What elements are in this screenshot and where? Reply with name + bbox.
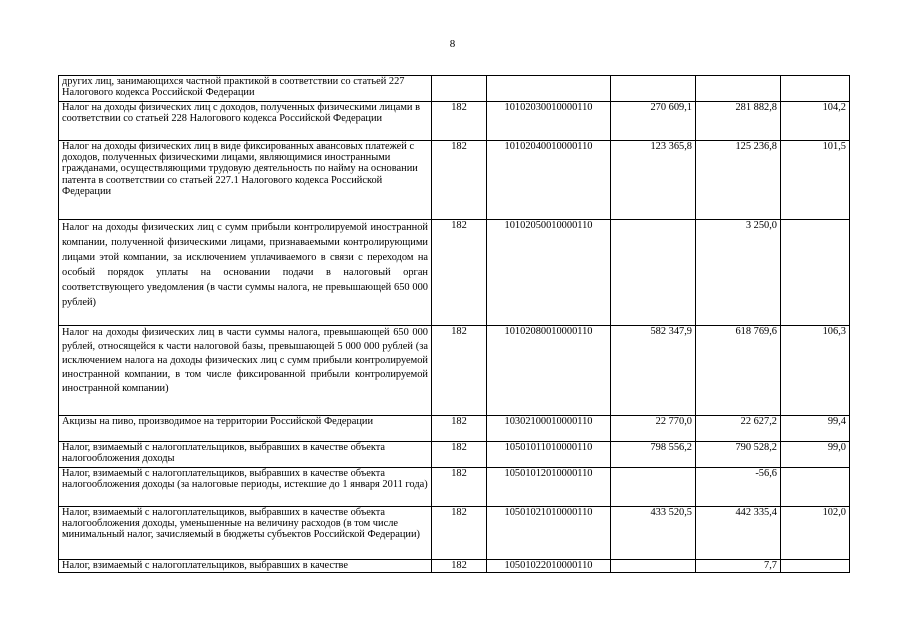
row-percent: 102,0 bbox=[781, 507, 850, 560]
row-admin-code: 182 bbox=[432, 468, 487, 507]
row-name: Налог, взимаемый с налогоплательщиков, выбравших в качестве объекта налогообложения доходы, уменьшенные на величину расходов (в том числе минимальный налог, зачисляемый в бюджеты субъектов Российской Федерации) bbox=[59, 507, 432, 560]
table-row bbox=[59, 76, 850, 102]
row-admin-code: 182 bbox=[432, 141, 487, 220]
row-value-plan: 798 556,2 bbox=[611, 442, 696, 468]
row-percent: 104,2 bbox=[781, 102, 850, 141]
row-name: Налог, взимаемый с налогоплательщиков, выбравших в качестве объекта налогообложения доходы bbox=[59, 442, 432, 468]
row-name: других лиц, занимающихся частной практикой в соответствии со статьей 227 Налогового кодекса Российской Федерации bbox=[59, 76, 432, 102]
row-admin-code: 182 bbox=[432, 507, 487, 560]
row-percent bbox=[781, 220, 850, 326]
row-name: Акцизы на пиво, производимое на территории Российской Федерации bbox=[59, 416, 432, 442]
row-admin-code bbox=[432, 76, 487, 102]
row-value-plan: 123 365,8 bbox=[611, 141, 696, 220]
page-number: 8 bbox=[449, 38, 456, 50]
row-value-fact: 3 250,0 bbox=[696, 220, 781, 326]
row-name: Налог, взимаемый с налогоплательщиков, выбравших в качестве bbox=[59, 560, 432, 573]
row-percent: 99,0 bbox=[781, 442, 850, 468]
row-budget-code: 10302100010000110 bbox=[487, 416, 611, 442]
table-row bbox=[59, 141, 850, 220]
row-admin-code: 182 bbox=[432, 326, 487, 416]
row-name: Налог на доходы физических лиц в части суммы налога, превышающей 650 000 рублей, относящейся к части налоговой базы, превышающей 5 000 000 рублей (за исключением налога на доходы физических лиц с сумм прибыли контролируемой иностранной компании, в том числе фиксированной прибыли контролируемой иностранной компании) bbox=[59, 326, 432, 416]
table-row bbox=[59, 507, 850, 560]
row-value-fact: -56,6 bbox=[696, 468, 781, 507]
row-name: Налог на доходы физических лиц в виде фиксированных авансовых платежей с доходов, полученных физическими лицами, являющимися иностранными гражданами, осуществляющими трудовую деятельность по найму на основании патента в соответствии со статьей 227.1 Налогового кодекса Российской Федерации bbox=[59, 141, 432, 220]
table-row bbox=[59, 442, 850, 468]
table-row bbox=[59, 102, 850, 141]
row-budget-code: 10102080010000110 bbox=[487, 326, 611, 416]
row-percent: 101,5 bbox=[781, 141, 850, 220]
table-row bbox=[59, 468, 850, 507]
row-budget-code bbox=[487, 76, 611, 102]
table-row bbox=[59, 560, 850, 573]
row-percent bbox=[781, 468, 850, 507]
row-value-fact: 125 236,8 bbox=[696, 141, 781, 220]
row-percent bbox=[781, 76, 850, 102]
row-admin-code: 182 bbox=[432, 560, 487, 573]
row-budget-code: 10501021010000110 bbox=[487, 507, 611, 560]
row-admin-code: 182 bbox=[432, 102, 487, 141]
row-budget-code: 10501012010000110 bbox=[487, 468, 611, 507]
row-percent: 106,3 bbox=[781, 326, 850, 416]
table-row bbox=[59, 220, 850, 326]
row-value-plan: 270 609,1 bbox=[611, 102, 696, 141]
row-name: Налог, взимаемый с налогоплательщиков, выбравших в качестве объекта налогообложения доходы (за налоговые периоды, истекшие до 1 января 2011 года) bbox=[59, 468, 432, 507]
row-value-plan: 433 520,5 bbox=[611, 507, 696, 560]
row-budget-code: 10102040010000110 bbox=[487, 141, 611, 220]
table-row bbox=[59, 326, 850, 416]
row-value-fact: 22 627,2 bbox=[696, 416, 781, 442]
table-row bbox=[59, 416, 850, 442]
row-value-fact: 281 882,8 bbox=[696, 102, 781, 141]
row-value-plan bbox=[611, 468, 696, 507]
row-budget-code: 10501011010000110 bbox=[487, 442, 611, 468]
row-value-plan bbox=[611, 560, 696, 573]
row-admin-code: 182 bbox=[432, 442, 487, 468]
row-value-fact: 442 335,4 bbox=[696, 507, 781, 560]
row-percent: 99,4 bbox=[781, 416, 850, 442]
row-value-plan: 22 770,0 bbox=[611, 416, 696, 442]
row-admin-code: 182 bbox=[432, 220, 487, 326]
revenue-table bbox=[58, 75, 850, 573]
row-admin-code: 182 bbox=[432, 416, 487, 442]
row-value-plan: 582 347,9 bbox=[611, 326, 696, 416]
row-budget-code: 10102050010000110 bbox=[487, 220, 611, 326]
row-percent bbox=[781, 560, 850, 573]
row-value-fact bbox=[696, 76, 781, 102]
row-value-fact: 790 528,2 bbox=[696, 442, 781, 468]
row-value-plan bbox=[611, 76, 696, 102]
row-name: Налог на доходы физических лиц с сумм прибыли контролируемой иностранной компании, полученной физическими лицами, признаваемыми контролирующими лицами этой компании, за исключением уплачиваемого в связи с переходом на особый порядок уплаты на основании подачи в налоговый орган соответствующего уведомления (в части суммы налога, не превышающей 650 000 рублей) bbox=[59, 220, 432, 326]
row-name: Налог на доходы физических лиц с доходов, полученных физическими лицами в соответствии со статьей 228 Налогового кодекса Российской Федерации bbox=[59, 102, 432, 141]
row-budget-code: 10102030010000110 bbox=[487, 102, 611, 141]
row-value-fact: 7,7 bbox=[696, 560, 781, 573]
row-value-plan bbox=[611, 220, 696, 326]
row-budget-code: 10501022010000110 bbox=[487, 560, 611, 573]
row-value-fact: 618 769,6 bbox=[696, 326, 781, 416]
